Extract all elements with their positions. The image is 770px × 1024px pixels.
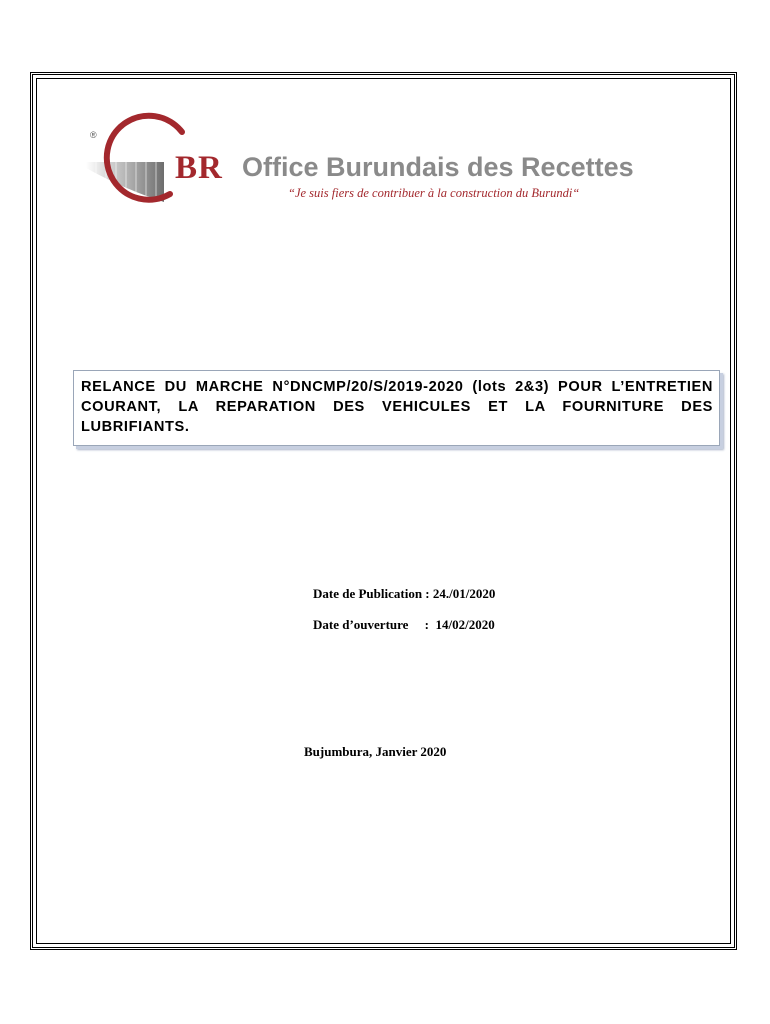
organization-name: Office Burundais des Recettes [242,152,634,182]
registered-mark: ® [90,130,97,140]
title-box [73,370,720,446]
publication-date: Date de Publication : 24./01/2020 [313,586,496,601]
document-title: RELANCE DU MARCHE N°DNCMP/20/S/2019-2020 (lots 2&3) POUR L’ENTRETIEN COURANT, LA REPARATION DES VEHICULES ET LA FOURNITURE DES LUBRIFIANTS. [81,379,713,435]
place-and-date: Bujumbura, Janvier 2020 [304,744,447,759]
motto: “Je suis fiers de contribuer à la construction du Burundi“ [288,186,580,200]
opening-date: Date d’ouverture : 14/02/2020 [313,617,495,632]
logo-letters: BR [175,150,223,186]
